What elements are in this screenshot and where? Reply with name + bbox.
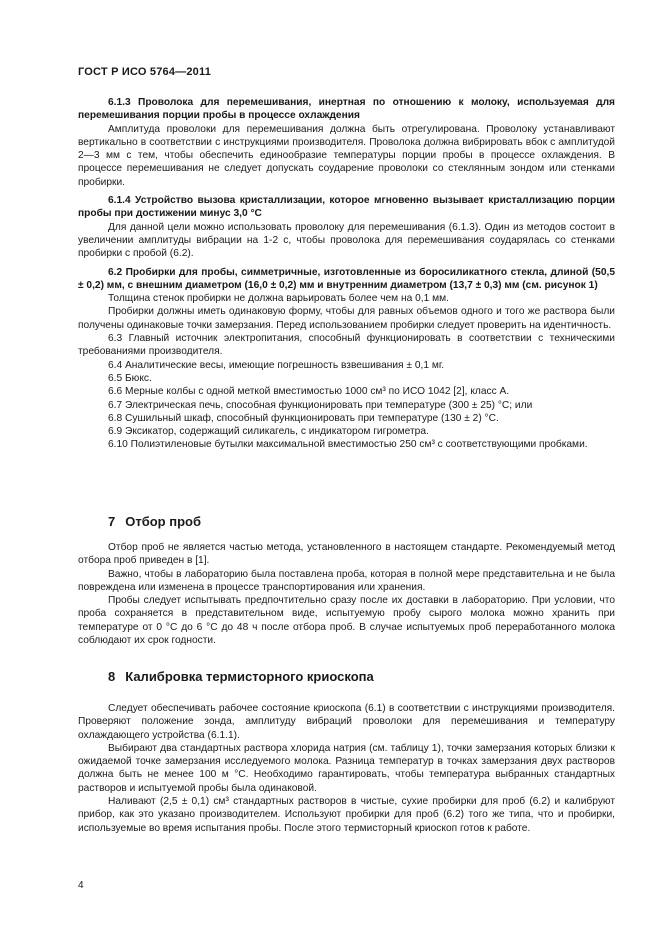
paragraph: Амплитуда проволоки для перемешивания должна быть отрегулирована. Проволоку устанавливают вертикально в соответствии с инструкциями производителя. Проволока должна вибрировать вбок с амплитудой 2—3 мм с тем, чтобы обеспечить единообразие температуры порции пробы в процессе охлаждения. В процессе перемешивания не следует допускать соударение проволоки со стеклянным зондом или стенками пробирки. [78, 123, 615, 188]
list-item: 6.7 Электрическая печь, способная функционировать при температуре (300 ± 25) °C; или [108, 399, 533, 411]
section-6-content [78, 96, 615, 452]
list-item: 6.5 Бюкс. [108, 372, 152, 384]
section-7-content [78, 541, 615, 647]
section-8-heading [108, 669, 384, 684]
section-8-title: Калибровка термисторного криоскопа [125, 669, 374, 684]
subsection-heading: 6.2 Пробирки для пробы, симметричные, изготовленные из боросиликатного стекла, длиной (50,5 ± 0,2) мм, с внешним диаметром (16,0 ± 0,2) мм и внутренним диаметром (13,7 ± 0,3) мм (см. рисунок 1) [78, 266, 615, 291]
paragraph: Важно, чтобы в лабораторию была поставлена проба, которая в полной мере представительна и не была повреждена или изменена в процессе транспортирования или хранения. [78, 568, 615, 593]
section-7-heading [108, 514, 211, 529]
standard-header: ГОСТ Р ИСО 5764—2011 [78, 66, 212, 78]
section-8-number: 8 [108, 669, 116, 684]
paragraph: Отбор проб не является частью метода, установленного в настоящем стандарте. Рекомендуемый метод отбора проб приведен в [1]. [78, 542, 615, 567]
list-item: 6.10 Полиэтиленовые бутылки максимальной вместимостью 250 см³ с соответствующими пробками. [108, 439, 588, 451]
subsection-heading: 6.1.3 Проволока для перемешивания, инертная по отношению к молоку, используемая для перемешивания порции пробы в процессе охлаждения [78, 97, 615, 122]
paragraph: Пробы следует испытывать предпочтительно сразу после их доставки в лабораторию. При условии, что проба сохраняется в представительном виде, испытуемую пробу сырого молока можно хранить при температуре от 0 °C до 6 °C до 48 ч после отбора проб. В случае испытуемых проб переработанного молока соблюдают их срок годности. [78, 595, 615, 647]
list-item: 6.4 Аналитические весы, имеющие погрешность взвешивания ± 0,1 мг. [108, 359, 445, 371]
paragraph: Толщина стенок пробирки не должна варьировать более чем на 0,1 мм. [108, 293, 449, 305]
paragraph: Следует обеспечивать рабочее состояние криоскопа (6.1) в соответствии с инструкциями производителя. Проверяют положение зонда, амплитуду вибраций проволоки для перемешивания и температуру охлаждающего устройства (6.1.1). [78, 703, 615, 741]
paragraph: Наливают (2,5 ± 0,1) см³ стандартных растворов в чистые, сухие пробирки для проб (6.2) и калибруют прибор, как это указано производителем. Используют пробирки для проб (6.2) того же типа, что и пробирки, используемые во время испытания пробы. После этого термисторный криоскоп готов к работе. [78, 796, 615, 834]
section-8-content [78, 702, 615, 835]
list-item: 6.6 Мерные колбы с одной меткой вместимостью 1000 см³ по ИСО 1042 [2], класс А. [108, 386, 510, 398]
paragraph: Пробирки должны иметь одинаковую форму, чтобы для равных объемов одного и того же раствора были получены одинаковые точки замерзания. Перед использованием пробирки следует проверить на идентичность. [78, 306, 615, 331]
page-number: 4 [78, 880, 84, 891]
section-7-title: Отбор проб [125, 514, 201, 529]
list-item: 6.8 Сушильный шкаф, способный функционировать при температуре (130 ± 2) °C. [108, 412, 499, 424]
paragraph: Выбирают два стандартных раствора хлорида натрия (см. таблицу 1), точки замерзания которых близки к ожидаемой точке замерзания исследуемого молока. Разница температур в точках замерзания двух растворов должна быть не менее 100 м °C. Необходимо гарантировать, чтобы температура выбранных стандартных растворов и испытуемой пробы была одинаковой. [78, 742, 615, 794]
subsection-heading: 6.1.4 Устройство вызова кристаллизации, которое мгновенно вызывает кристаллизацию порции пробы при достижении минус 3,0 °C [78, 195, 615, 220]
list-item: 6.9 Эксикатор, содержащий силикагель, с индикатором гигрометра. [108, 426, 429, 438]
section-7-number: 7 [108, 514, 116, 529]
list-item: 6.3 Главный источник электропитания, способный функционировать в соответствии с техническими требованиями производителя. [78, 333, 615, 358]
paragraph: Для данной цели можно использовать проволоку для перемешивания (6.1.3). Один из методов состоит в увеличении амплитуды вибрации на 1-2 с, чтобы проволока для перемешивания соударялась со стенками пробирки с пробой (6.2). [78, 221, 615, 260]
